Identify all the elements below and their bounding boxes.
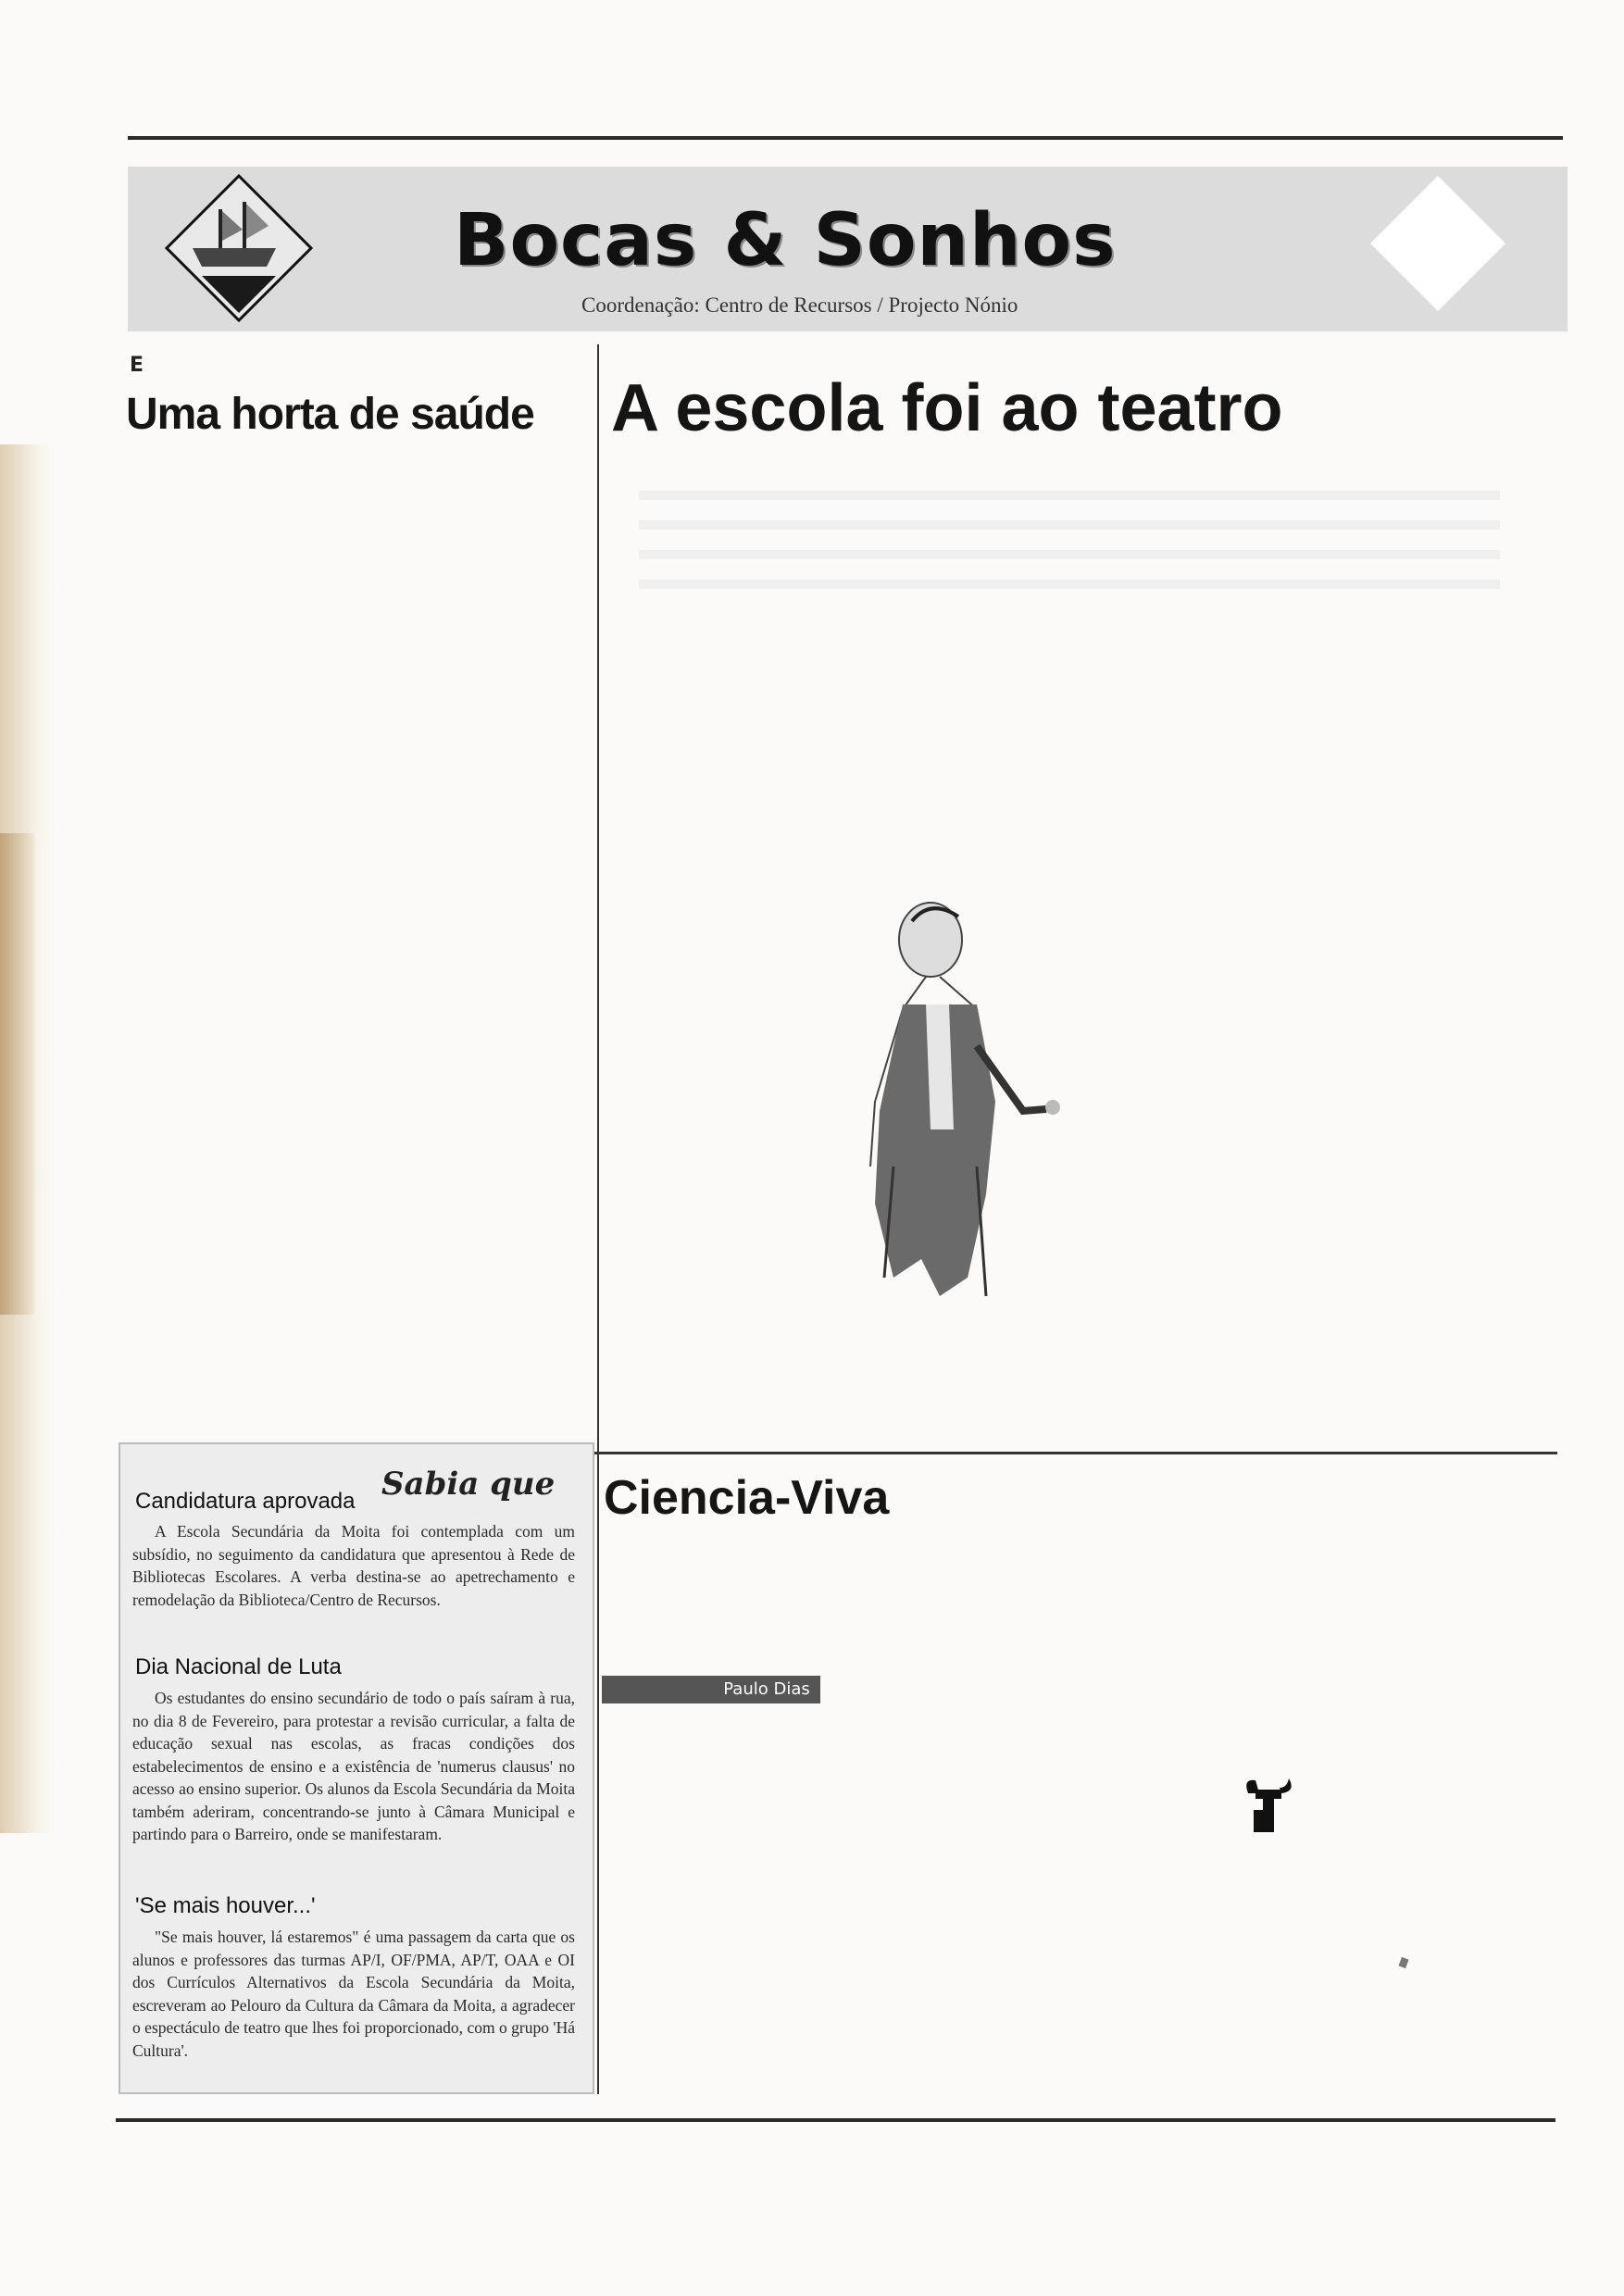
sidebar-paragraph-1: A Escola Secundária da Moita foi contemplada com um subsídio, no seguimento da candidatura que apresentou à Rede de Bibliotecas Escolares. A verba destina-se ao apetrechamento e remodelação da Biblioteca/Centro de Recursos. [132, 1522, 575, 1609]
sidebar-text-3 [132, 1926, 575, 2062]
sidebar-heading-1: Candidatura aprovada [135, 1489, 356, 1514]
masthead-coordination: Coordenação: Centro de Recursos / Projecto Nónio [581, 293, 1018, 317]
diamond-icon [1368, 174, 1507, 313]
masthead-title: Bocas & Sonhos [454, 199, 1117, 282]
left-column-marker: E [130, 354, 144, 377]
ciencia-viva-bleedthrough [611, 1541, 622, 1588]
sidebar-paragraph-3: "Se mais houver, lá estaremos" é uma passagem da carta que os alunos e professores das turmas AP/I, OF/PMA, AP/T, OAA e OI dos Currículos Alternativos da Escola Secundária da Moita, escreveram ao Pelouro da Cultura da Câmara da Moita, a agradecer o espectáculo de teatro que lhes foi proporcionado, com o grupo 'Há Cultura'. [132, 1928, 575, 2060]
top-rule [128, 136, 1563, 140]
headline-horta: Uma horta de saúde [126, 390, 534, 439]
ciencia-viva-logo-icon [1241, 1773, 1296, 1842]
sidebar-title: Sabia que [381, 1466, 556, 1503]
paper-stain-dark [0, 833, 35, 1315]
sidebar-text-1 [132, 1520, 575, 1611]
headline-ciencia-viva: Ciencia-Viva [604, 1471, 890, 1525]
column-divider [597, 344, 599, 2094]
sidebar-paragraph-2: Os estudantes do ensino secundário de todo o país saíram à rua, no dia 8 de Fevereiro, para protestar a revisão curricular, a falta de educação sexual nas escolas, as fracas condições dos estabelecimentos de ensino e a existência de 'numerus clausus' no acesso ao ensino superior. Os alunos da Escola Secundária da Moita também aderiram, concentrando-se junto à Câmara Municipal e partindo para o Barreiro, onde se manifestaram. [132, 1689, 575, 1843]
author-name: Paulo Dias [723, 1679, 810, 1699]
faded-text-block [639, 491, 1500, 609]
sidebar-text-2 [132, 1687, 575, 1846]
print-speck [1399, 1957, 1409, 1968]
actor-sketch-image [838, 889, 1079, 1319]
sidebar-heading-2: Dia Nacional de Luta [135, 1654, 342, 1679]
section-rule [594, 1452, 1557, 1454]
sidebar-heading-3: 'Se mais houver...' [135, 1893, 316, 1918]
headline-teatro: A escola foi ao teatro [611, 371, 1283, 445]
bottom-rule [116, 2118, 1555, 2122]
